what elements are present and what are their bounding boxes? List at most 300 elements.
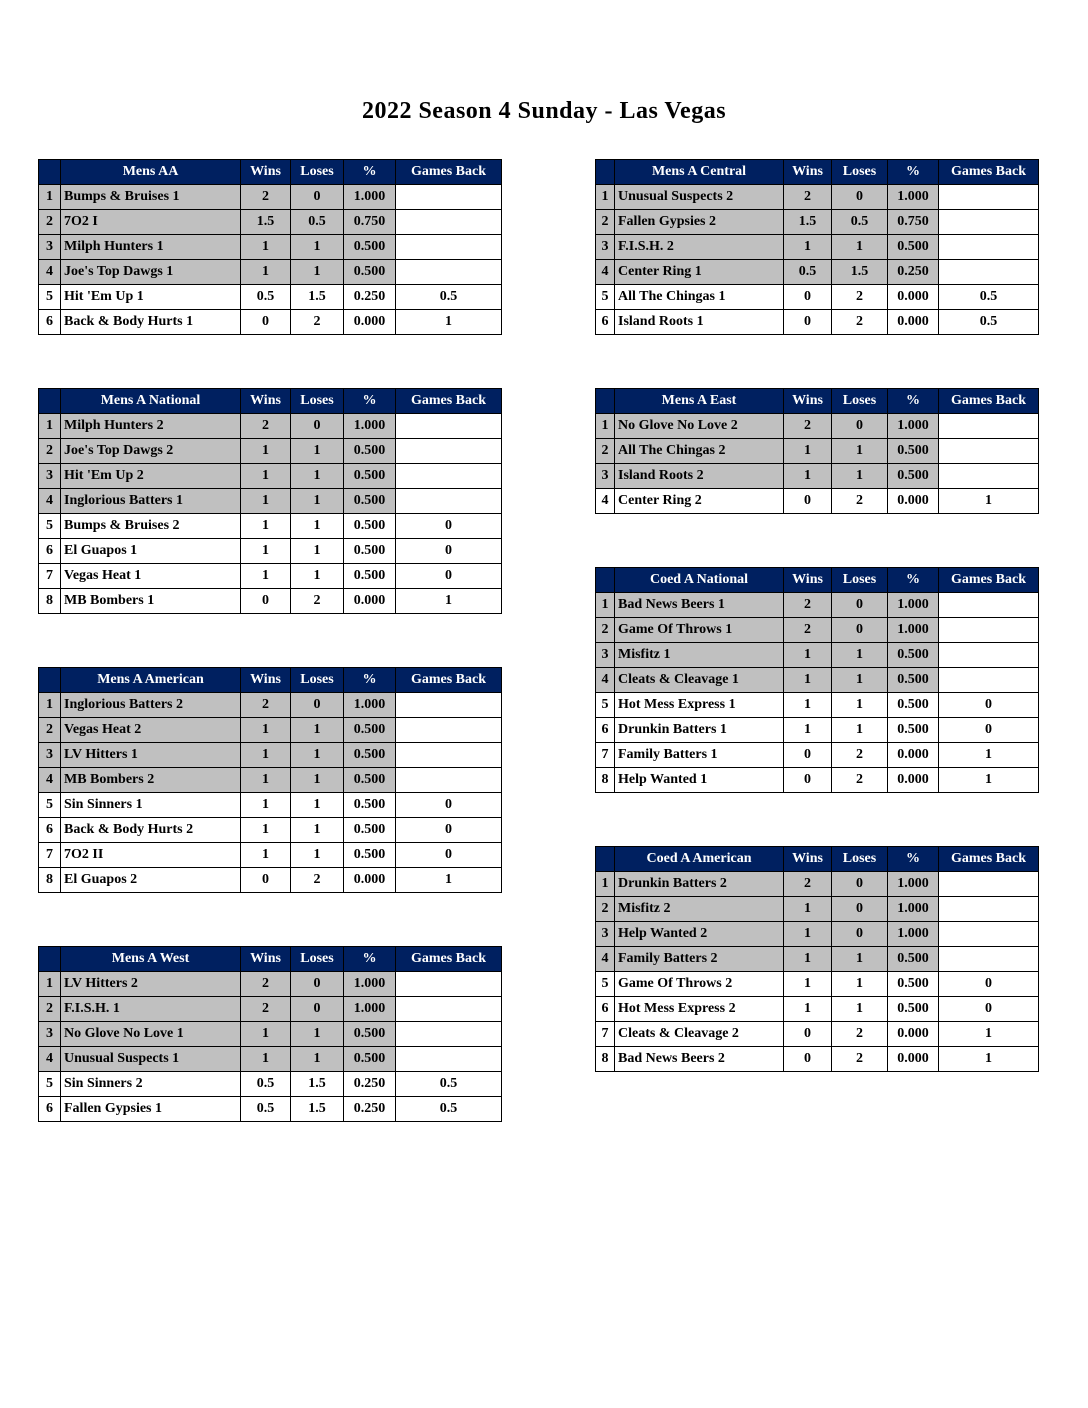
table-title: Coed A National [615,568,784,593]
team-name-cell: Milph Hunters 2 [61,414,241,439]
games-back-cell [396,743,502,768]
loses-cell: 1 [291,464,344,489]
loses-cell: 2 [291,589,344,614]
team-row [596,872,1039,897]
loses-cell: 0 [832,922,888,947]
rank-cell: 2 [596,439,615,464]
games-back-cell: 0 [396,818,502,843]
wins-cell: 0 [784,1022,832,1047]
wins-header: Wins [784,389,832,414]
pct-cell: 1.000 [888,185,939,210]
team-row [39,818,502,843]
team-row [39,439,502,464]
wins-header: Wins [784,568,832,593]
team-name-cell: Bad News Beers 2 [615,1047,784,1072]
team-name-cell: Unusual Suspects 1 [61,1047,241,1072]
team-name-cell: Center Ring 1 [615,260,784,285]
table-title: Mens A American [61,668,241,693]
loses-cell: 0 [832,897,888,922]
wins-cell: 2 [241,693,291,718]
team-name-cell: Family Batters 1 [615,743,784,768]
table-title: Coed A American [615,847,784,872]
team-name-cell: All The Chingas 2 [615,439,784,464]
games-back-cell [939,185,1039,210]
rank-cell: 7 [596,743,615,768]
header-row [596,160,1039,185]
table-body [39,972,502,1122]
games-back-cell: 0 [939,718,1039,743]
pct-cell: 0.500 [888,643,939,668]
games-back-header: Games Back [939,847,1039,872]
wins-cell: 0 [241,310,291,335]
pct-cell: 0.500 [888,464,939,489]
rank-cell: 3 [39,1022,61,1047]
team-row [596,414,1039,439]
header-row [39,160,502,185]
wins-cell: 1 [784,464,832,489]
rank-cell: 1 [39,972,61,997]
wins-cell: 1 [784,693,832,718]
team-name-cell: Family Batters 2 [615,947,784,972]
loses-cell: 1 [832,997,888,1022]
team-name-cell: Joe's Top Dawgs 2 [61,439,241,464]
loses-cell: 1 [832,972,888,997]
team-name-cell: Vegas Heat 1 [61,564,241,589]
pct-header: % [344,947,396,972]
team-row [596,1047,1039,1072]
team-row [596,972,1039,997]
team-name-cell: Bumps & Bruises 2 [61,514,241,539]
team-row [39,793,502,818]
rank-cell: 2 [39,210,61,235]
games-back-cell [396,693,502,718]
wins-cell: 1 [784,643,832,668]
pct-cell: 0.500 [888,972,939,997]
header-row [596,568,1039,593]
wins-cell: 1 [241,1022,291,1047]
pct-cell: 0.500 [344,464,396,489]
loses-cell: 0 [291,414,344,439]
team-row [596,210,1039,235]
wins-cell: 0.5 [241,1097,291,1122]
team-name-cell: Help Wanted 1 [615,768,784,793]
rank-cell: 6 [39,310,61,335]
team-name-cell: F.I.S.H. 1 [61,997,241,1022]
rank-cell: 2 [39,718,61,743]
pct-cell: 0.500 [344,539,396,564]
rank-header [39,160,61,185]
wins-cell: 1 [241,464,291,489]
rank-cell: 7 [596,1022,615,1047]
games-back-cell: 0 [939,693,1039,718]
loses-cell: 2 [832,310,888,335]
loses-header: Loses [291,160,344,185]
table-body [39,693,502,893]
loses-cell: 0.5 [291,210,344,235]
rank-cell: 4 [39,768,61,793]
pct-cell: 0.500 [888,947,939,972]
table-title: Mens AA [61,160,241,185]
header-row [39,947,502,972]
team-row [39,414,502,439]
team-row [596,464,1039,489]
loses-cell: 0 [291,997,344,1022]
team-name-cell: Hot Mess Express 1 [615,693,784,718]
table-body [596,593,1039,793]
wins-cell: 1 [241,235,291,260]
games-back-cell [939,668,1039,693]
team-row [39,489,502,514]
rank-cell: 4 [39,1047,61,1072]
loses-cell: 1 [291,743,344,768]
pct-cell: 1.000 [888,872,939,897]
rank-cell: 2 [596,618,615,643]
games-back-cell [939,260,1039,285]
games-back-cell [396,768,502,793]
pct-cell: 0.500 [888,997,939,1022]
rank-cell: 5 [596,285,615,310]
wins-cell: 0 [241,868,291,893]
team-name-cell: Inglorious Batters 2 [61,693,241,718]
games-back-cell [396,1047,502,1072]
loses-cell: 1.5 [832,260,888,285]
rank-cell: 4 [39,489,61,514]
games-back-header: Games Back [396,947,502,972]
table-body [39,414,502,614]
team-row [596,997,1039,1022]
rank-cell: 6 [596,718,615,743]
team-name-cell: LV Hitters 1 [61,743,241,768]
team-name-cell: Island Roots 1 [615,310,784,335]
wins-header: Wins [784,160,832,185]
team-name-cell: El Guapos 1 [61,539,241,564]
team-row [39,1022,502,1047]
pct-cell: 0.500 [888,668,939,693]
loses-cell: 0 [832,414,888,439]
loses-cell: 1 [832,718,888,743]
games-back-cell: 0 [396,539,502,564]
pct-cell: 0.000 [888,489,939,514]
wins-cell: 1 [784,897,832,922]
standings-table-mens-a-west [38,946,502,1122]
loses-cell: 1 [832,643,888,668]
team-row [39,539,502,564]
loses-cell: 1 [832,464,888,489]
team-row [596,643,1039,668]
rank-cell: 2 [596,210,615,235]
team-row [39,514,502,539]
team-row [596,618,1039,643]
team-name-cell: Help Wanted 2 [615,922,784,947]
loses-cell: 2 [832,743,888,768]
loses-header: Loses [291,668,344,693]
rank-cell: 4 [596,668,615,693]
wins-cell: 1 [241,439,291,464]
team-name-cell: Fallen Gypsies 1 [61,1097,241,1122]
games-back-header: Games Back [939,389,1039,414]
team-row [39,235,502,260]
loses-cell: 2 [832,285,888,310]
pct-cell: 1.000 [888,897,939,922]
games-back-cell: 1 [396,310,502,335]
team-name-cell: Back & Body Hurts 2 [61,818,241,843]
team-row [39,1072,502,1097]
pct-header: % [888,568,939,593]
loses-cell: 1 [291,1022,344,1047]
loses-header: Loses [291,947,344,972]
team-name-cell: 7O2 I [61,210,241,235]
table-title: Mens A Central [615,160,784,185]
rank-cell: 4 [39,260,61,285]
wins-cell: 0 [784,310,832,335]
team-name-cell: Fallen Gypsies 2 [615,210,784,235]
loses-cell: 1 [291,439,344,464]
rank-header [39,389,61,414]
loses-header: Loses [832,847,888,872]
loses-cell: 0 [832,618,888,643]
pct-cell: 0.250 [344,285,396,310]
loses-cell: 1 [832,693,888,718]
team-name-cell: Milph Hunters 1 [61,235,241,260]
wins-cell: 1 [241,539,291,564]
pct-cell: 0.500 [888,235,939,260]
team-row [39,1047,502,1072]
games-back-cell [396,1022,502,1047]
wins-header: Wins [241,947,291,972]
team-name-cell: Game Of Throws 1 [615,618,784,643]
games-back-cell: 0.5 [396,285,502,310]
pct-cell: 1.000 [344,414,396,439]
team-name-cell: Joe's Top Dawgs 1 [61,260,241,285]
standings-table-coed-a-national [595,567,1039,793]
standings-table-mens-aa [38,159,502,335]
rank-cell: 7 [39,843,61,868]
loses-cell: 1 [291,818,344,843]
loses-cell: 0 [291,185,344,210]
team-row [596,897,1039,922]
rank-cell: 1 [39,414,61,439]
games-back-header: Games Back [396,160,502,185]
wins-cell: 0.5 [784,260,832,285]
team-row [596,718,1039,743]
rank-cell: 3 [596,464,615,489]
rank-cell: 3 [596,235,615,260]
rank-header [596,847,615,872]
rank-cell: 5 [39,285,61,310]
games-back-cell: 0 [939,972,1039,997]
team-row [596,439,1039,464]
loses-cell: 1 [291,514,344,539]
wins-cell: 1 [784,668,832,693]
wins-cell: 2 [784,185,832,210]
rank-cell: 2 [39,997,61,1022]
table-body [596,185,1039,335]
team-row [39,210,502,235]
games-back-cell [396,972,502,997]
rank-cell: 4 [596,489,615,514]
rank-cell: 5 [39,514,61,539]
header-row [39,389,502,414]
team-row [596,489,1039,514]
pct-cell: 1.000 [888,618,939,643]
team-row [39,1097,502,1122]
team-name-cell: No Glove No Love 1 [61,1022,241,1047]
games-back-cell [939,439,1039,464]
pct-cell: 1.000 [888,414,939,439]
rank-cell: 3 [596,643,615,668]
games-back-cell [939,210,1039,235]
pct-cell: 0.750 [888,210,939,235]
pct-cell: 0.000 [888,768,939,793]
pct-cell: 1.000 [344,693,396,718]
team-row [39,843,502,868]
standings-table-mens-a-american [38,667,502,893]
games-back-header: Games Back [396,389,502,414]
team-name-cell: MB Bombers 1 [61,589,241,614]
rank-cell: 3 [596,922,615,947]
pct-cell: 0.500 [344,768,396,793]
loses-cell: 1 [291,260,344,285]
games-back-cell [396,489,502,514]
games-back-header: Games Back [939,568,1039,593]
left-table-column [38,159,501,1175]
rank-cell: 8 [596,768,615,793]
loses-cell: 1 [832,235,888,260]
team-row [596,693,1039,718]
loses-cell: 1.5 [291,1097,344,1122]
rank-cell: 5 [39,793,61,818]
team-name-cell: Bumps & Bruises 1 [61,185,241,210]
wins-cell: 0 [784,1047,832,1072]
pct-cell: 0.500 [344,743,396,768]
games-back-cell: 0.5 [396,1097,502,1122]
wins-cell: 0.5 [241,1072,291,1097]
pct-cell: 0.000 [888,1022,939,1047]
loses-cell: 0.5 [832,210,888,235]
team-row [39,285,502,310]
loses-cell: 1 [832,947,888,972]
team-name-cell: Hit 'Em Up 1 [61,285,241,310]
pct-cell: 1.000 [344,185,396,210]
team-row [39,768,502,793]
games-back-cell [396,439,502,464]
games-back-cell: 0.5 [939,285,1039,310]
pct-cell: 0.500 [344,793,396,818]
team-row [39,564,502,589]
pct-cell: 1.000 [344,972,396,997]
loses-cell: 1 [291,235,344,260]
pct-cell: 0.500 [344,439,396,464]
games-back-header: Games Back [396,668,502,693]
loses-cell: 1.5 [291,1072,344,1097]
wins-cell: 2 [241,414,291,439]
games-back-cell: 1 [939,1047,1039,1072]
wins-header: Wins [241,668,291,693]
wins-cell: 1 [241,1047,291,1072]
team-name-cell: Drunkin Batters 2 [615,872,784,897]
team-name-cell: Inglorious Batters 1 [61,489,241,514]
loses-cell: 0 [832,593,888,618]
team-row [39,997,502,1022]
pct-cell: 1.000 [344,997,396,1022]
rank-cell: 3 [39,464,61,489]
wins-cell: 0 [784,285,832,310]
rank-cell: 3 [39,743,61,768]
pct-header: % [888,389,939,414]
loses-cell: 1 [291,843,344,868]
loses-cell: 1 [291,539,344,564]
team-name-cell: 7O2 II [61,843,241,868]
pct-cell: 0.000 [888,310,939,335]
games-back-cell: 1 [396,589,502,614]
wins-cell: 2 [784,618,832,643]
pct-header: % [888,160,939,185]
rank-cell: 8 [596,1047,615,1072]
pct-cell: 0.000 [344,310,396,335]
games-back-cell: 0 [396,514,502,539]
wins-cell: 1 [241,743,291,768]
rank-header [596,160,615,185]
team-row [596,285,1039,310]
pct-cell: 1.000 [888,593,939,618]
wins-cell: 1 [241,818,291,843]
team-name-cell: LV Hitters 2 [61,972,241,997]
team-name-cell: Vegas Heat 2 [61,718,241,743]
team-row [596,668,1039,693]
rank-header [596,568,615,593]
loses-cell: 1 [291,793,344,818]
wins-header: Wins [241,389,291,414]
standings-table-mens-a-central [595,159,1039,335]
rank-cell: 2 [39,439,61,464]
wins-cell: 1 [784,972,832,997]
standings-table-mens-a-national [38,388,502,614]
team-name-cell: Sin Sinners 2 [61,1072,241,1097]
pct-cell: 0.500 [344,235,396,260]
team-name-cell: No Glove No Love 2 [615,414,784,439]
team-row [39,972,502,997]
wins-cell: 1 [784,439,832,464]
games-back-cell [939,947,1039,972]
rank-cell: 5 [596,972,615,997]
header-row [596,389,1039,414]
rank-cell: 6 [596,997,615,1022]
team-row [596,593,1039,618]
team-name-cell: Sin Sinners 1 [61,793,241,818]
team-name-cell: Hit 'Em Up 2 [61,464,241,489]
table-title: Mens A National [61,389,241,414]
rank-cell: 6 [39,818,61,843]
wins-cell: 1.5 [784,210,832,235]
pct-cell: 0.250 [344,1072,396,1097]
pct-cell: 0.250 [888,260,939,285]
loses-cell: 2 [832,1047,888,1072]
team-row [39,743,502,768]
games-back-cell: 1 [939,1022,1039,1047]
pct-cell: 0.500 [344,818,396,843]
games-back-cell: 0 [396,564,502,589]
wins-cell: 2 [241,185,291,210]
pct-cell: 0.000 [344,868,396,893]
wins-cell: 0 [241,589,291,614]
team-row [596,185,1039,210]
pct-cell: 0.500 [344,1022,396,1047]
games-back-cell [396,235,502,260]
pct-cell: 0.500 [888,439,939,464]
team-name-cell: Bad News Beers 1 [615,593,784,618]
wins-cell: 1 [784,718,832,743]
wins-cell: 0 [784,768,832,793]
